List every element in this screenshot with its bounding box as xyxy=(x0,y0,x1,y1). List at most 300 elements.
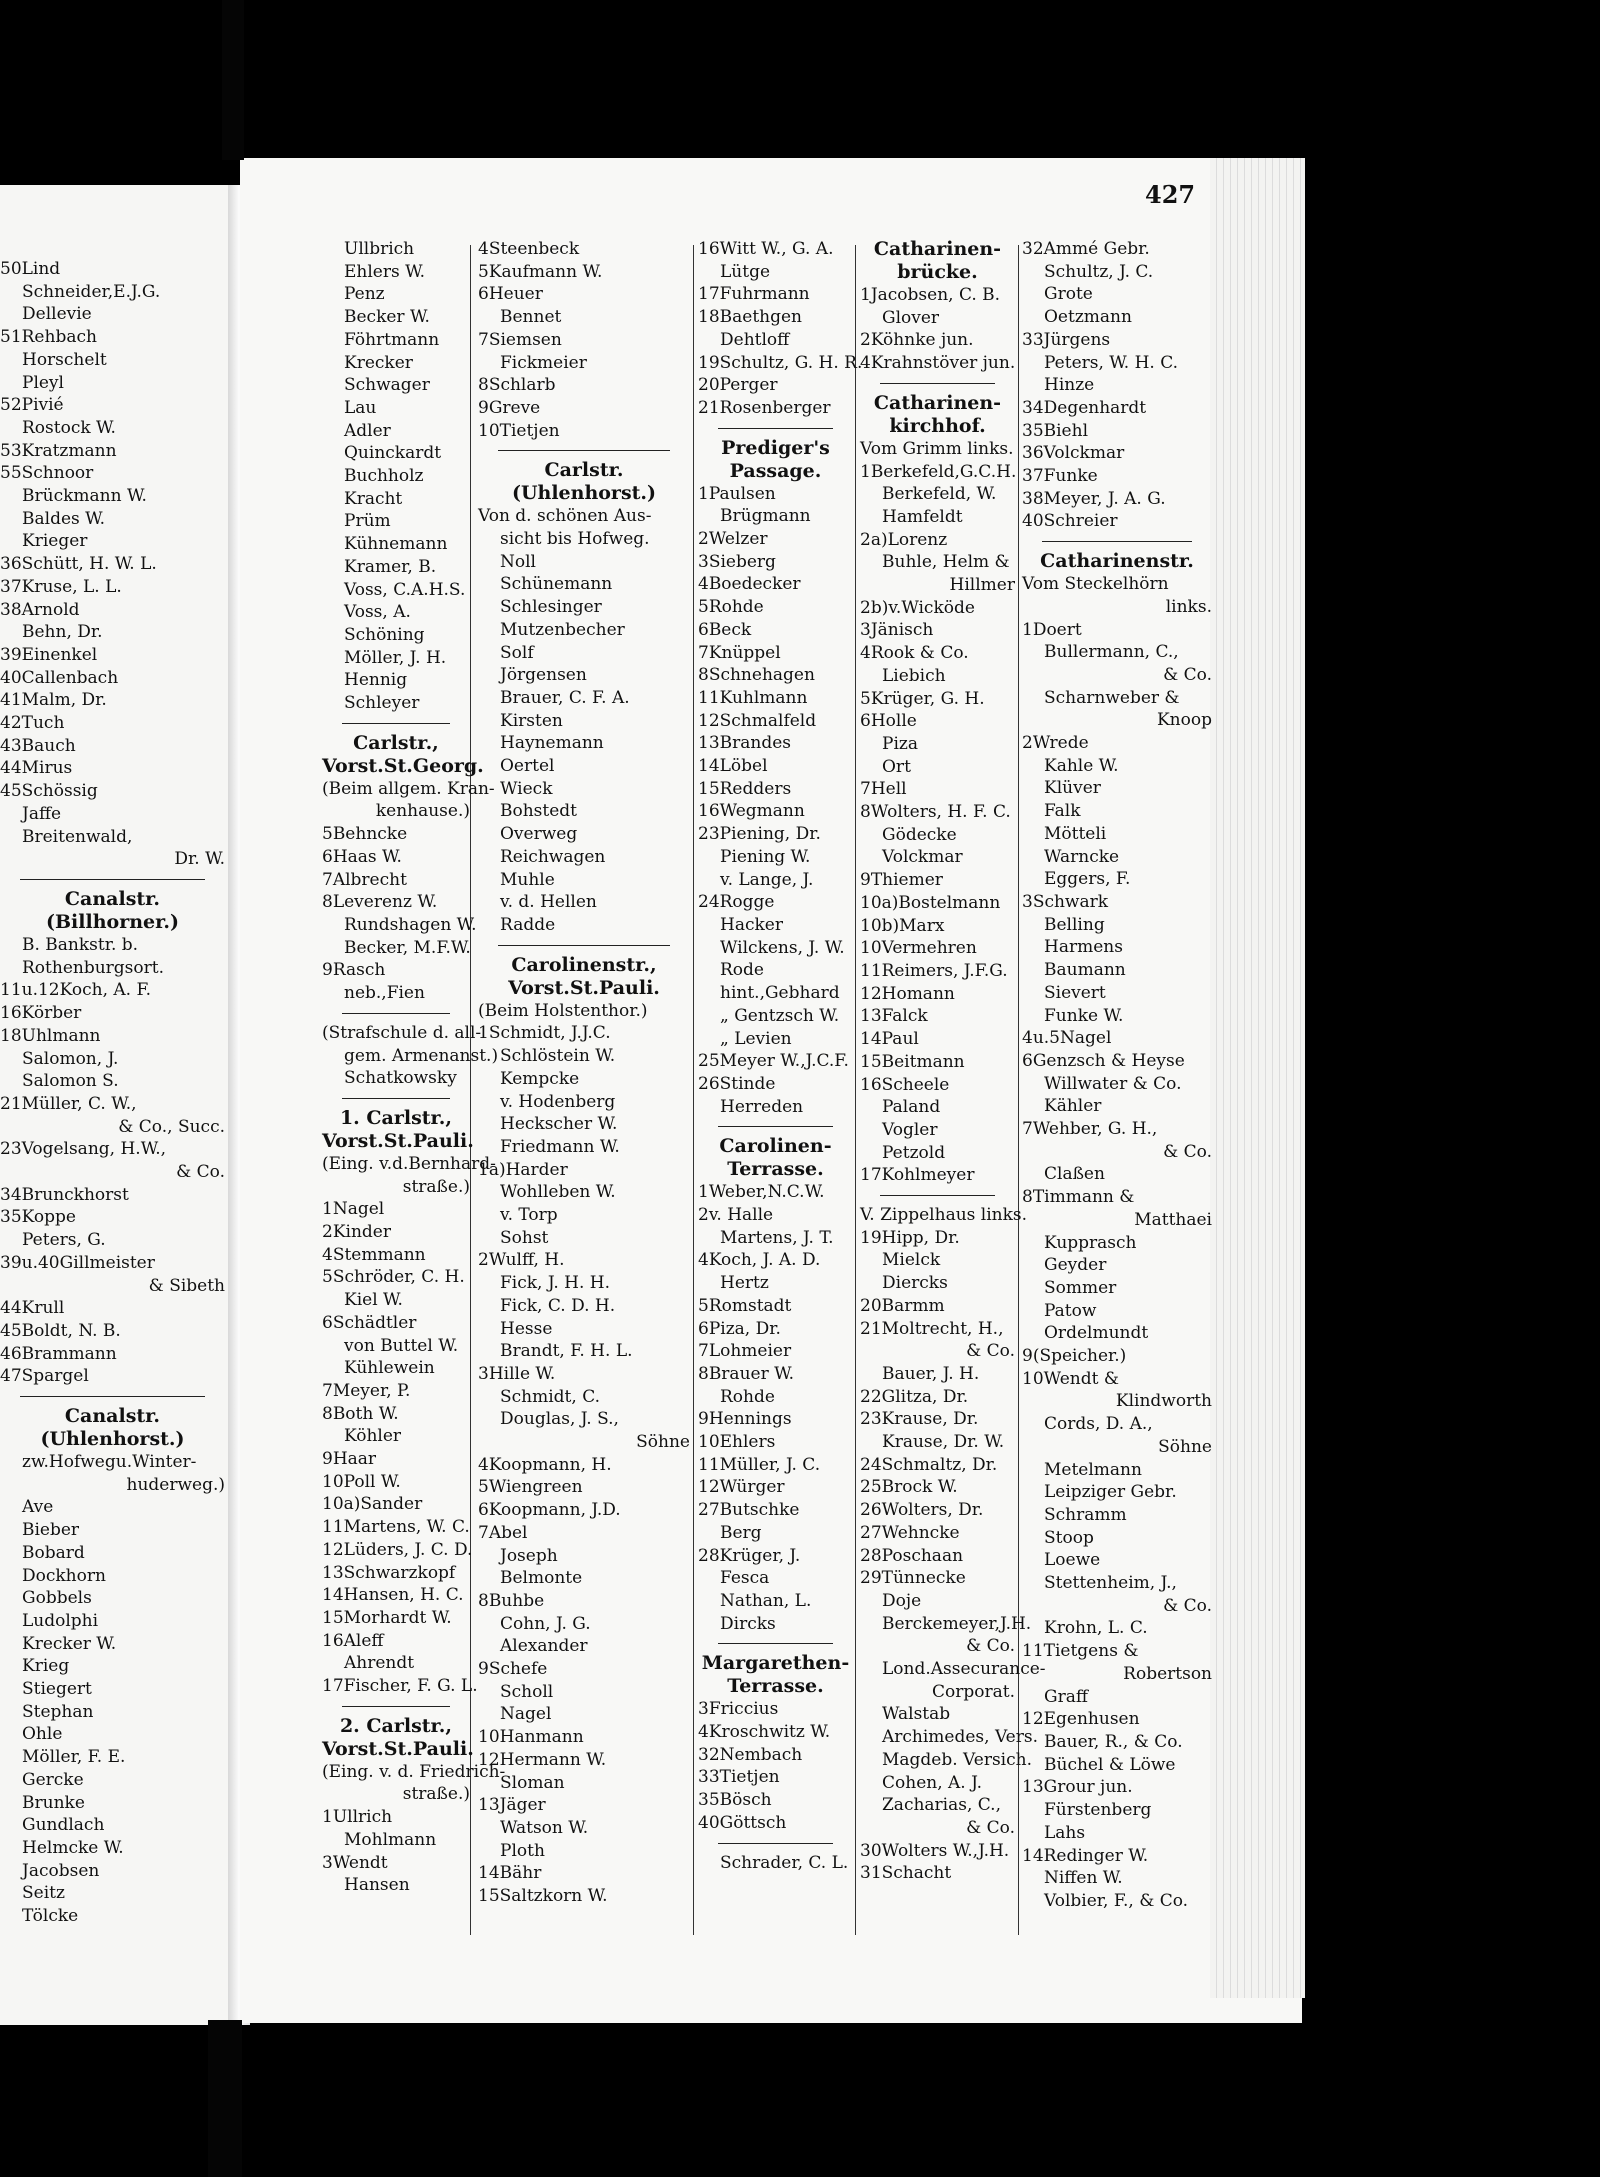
directory-entry: 46Brammann xyxy=(0,1343,117,1364)
directory-entry: v. Hodenberg xyxy=(500,1091,616,1112)
directory-entry: Becker, M.F.W. xyxy=(344,937,471,958)
directory-entry: 23Piening, Dr. xyxy=(698,824,821,845)
directory-entry: Patow xyxy=(1044,1300,1097,1321)
street-heading: (Billhorner.) xyxy=(46,910,179,933)
directory-entry: Bauer, R., & Co. xyxy=(1044,1732,1183,1752)
directory-entry: Bullermann, C., xyxy=(1044,642,1179,663)
directory-entry: Becker W. xyxy=(344,307,430,328)
directory-entry: 32Nembach xyxy=(698,1744,803,1765)
directory-entry: Hennig xyxy=(344,670,408,691)
directory-entry: Cohn, J. G. xyxy=(500,1613,591,1634)
street-heading: (Uhlenhorst.) xyxy=(40,1428,185,1451)
directory-entry: 10a)Sander xyxy=(322,1494,423,1515)
directory-entry: Salomon S. xyxy=(22,1071,119,1092)
directory-entry: von Buttel W. xyxy=(344,1335,459,1356)
directory-column-3 xyxy=(698,238,863,1874)
directory-entry: 11Müller, J. C. xyxy=(698,1454,821,1475)
directory-entry: 27Wehncke xyxy=(860,1522,960,1543)
directory-entry: Baumann xyxy=(1044,960,1126,981)
directory-entry: 6Beck xyxy=(698,619,752,640)
directory-entry: & Co. xyxy=(1163,1141,1212,1162)
directory-entry: 2b)v.Wicköde xyxy=(860,597,975,618)
street-heading: Vorst.St.Pauli. xyxy=(508,976,660,999)
directory-entry: Claßen xyxy=(1044,1164,1105,1185)
street-heading: kirchhof. xyxy=(889,414,986,437)
directory-entry: 16Witt W., G. A. xyxy=(698,239,834,259)
directory-entry: Herreden xyxy=(720,1096,804,1117)
directory-entry: 4Rook & Co. xyxy=(860,643,969,664)
directory-entry: 40Schreier xyxy=(1022,511,1118,532)
directory-entry: 42Tuch xyxy=(0,713,65,734)
directory-entry: Kiel W. xyxy=(344,1290,403,1311)
directory-entry: 8Buhbe xyxy=(478,1590,545,1611)
directory-entry: Eggers, F. xyxy=(1044,869,1131,890)
directory-entry: Seitz xyxy=(22,1883,65,1904)
directory-entry: 10Tietjen xyxy=(478,420,560,441)
directory-entry: Mohlmann xyxy=(344,1829,437,1850)
directory-entry: 6Heuer xyxy=(478,284,543,305)
directory-entry: Muhle xyxy=(500,869,555,890)
directory-entry: 11u.12Koch, A. F. xyxy=(0,980,152,1001)
directory-entry: 12Würger xyxy=(698,1477,785,1498)
directory-entry: Falk xyxy=(1044,801,1081,822)
directory-entry: Willwater & Co. xyxy=(1044,1073,1182,1094)
directory-entry: Haynemann xyxy=(500,733,604,754)
directory-entry: Bohstedt xyxy=(500,801,578,822)
directory-entry: Kirsten xyxy=(500,710,563,731)
directory-entry: Gundlach xyxy=(22,1815,105,1836)
directory-entry: Rohde xyxy=(720,1386,775,1407)
directory-entry: Salomon, J. xyxy=(22,1048,119,1069)
directory-entry: 23Vogelsang, H.W., xyxy=(0,1139,166,1160)
directory-entry: 11Tietgens & xyxy=(1022,1641,1139,1662)
section-divider xyxy=(718,428,833,429)
directory-entry: 38Meyer, J. A. G. xyxy=(1022,488,1166,509)
directory-entry: Metelmann xyxy=(1044,1459,1142,1480)
directory-entry: 9Haar xyxy=(322,1449,377,1470)
directory-entry: & Co. xyxy=(1163,1595,1212,1616)
directory-entry: Alexander xyxy=(500,1636,588,1657)
section-divider xyxy=(498,450,670,451)
directory-entry: 7Abel xyxy=(478,1522,528,1543)
directory-entry: Klüver xyxy=(1044,778,1101,799)
directory-entry: Pleyl xyxy=(22,372,64,393)
directory-entry: 2Köhnke jun. xyxy=(860,330,974,351)
directory-entry: Knoop xyxy=(1156,710,1212,731)
street-heading: Vorst.St.Pauli. xyxy=(322,1129,474,1152)
directory-entry: Bauer, J. H. xyxy=(882,1363,980,1384)
directory-entry: Sommer xyxy=(1044,1277,1117,1298)
directory-entry: 31Schacht xyxy=(860,1863,952,1884)
directory-entry: Sievert xyxy=(1044,982,1106,1003)
directory-entry: 6Koopmann, J.D. xyxy=(478,1500,621,1521)
directory-column-left xyxy=(0,258,225,1928)
directory-entry: Wohlleben W. xyxy=(500,1182,616,1203)
directory-entry: v. Torp xyxy=(500,1205,558,1226)
directory-entry: Corporat. xyxy=(932,1681,1015,1702)
directory-entry: 32Ammé Gebr. xyxy=(1022,239,1150,259)
directory-entry: Buhle, Helm & xyxy=(882,552,1010,573)
street-heading: Margarethen- xyxy=(701,1652,850,1675)
directory-entry: Joseph xyxy=(500,1545,558,1566)
directory-entry: 6Holle xyxy=(860,711,917,732)
directory-entry: Oetzmann xyxy=(1044,307,1132,328)
directory-entry: 13Falck xyxy=(860,1006,928,1027)
street-heading: (Uhlenhorst.) xyxy=(511,482,657,505)
directory-entry: Schmidt, C. xyxy=(500,1386,600,1407)
directory-entry: 12Homann xyxy=(860,983,955,1004)
directory-entry: 25Brock W. xyxy=(860,1477,958,1498)
directory-entry: Archimedes, Vers. xyxy=(882,1727,1038,1748)
street-heading: Carlstr. xyxy=(544,459,624,482)
directory-entry: 1a)Harder xyxy=(478,1159,568,1180)
directory-entry: Sohst xyxy=(500,1227,549,1248)
directory-entry: 15Morhardt W. xyxy=(322,1607,452,1628)
directory-entry: Reichwagen xyxy=(500,846,606,867)
directory-entry: straße.) xyxy=(402,1176,470,1197)
directory-entry: Schramm xyxy=(1044,1504,1127,1525)
directory-entry: Möller, J. H. xyxy=(344,647,447,668)
directory-entry: 36Schütt, H. W. L. xyxy=(0,554,157,575)
directory-entry: 4u.5Nagel xyxy=(1022,1028,1112,1049)
column-divider xyxy=(855,245,856,1935)
directory-entry: Walstab xyxy=(882,1704,951,1725)
directory-entry: 15Saltzkorn W. xyxy=(478,1886,608,1907)
directory-entry: Ordelmundt xyxy=(1044,1323,1149,1344)
directory-entry: 6Haas W. xyxy=(322,846,402,867)
directory-entry: Brauer, C. F. A. xyxy=(500,687,630,708)
directory-entry: 24Schmaltz, Dr. xyxy=(860,1454,998,1475)
section-divider xyxy=(342,1013,450,1014)
street-heading: Catharinen- xyxy=(873,391,1002,414)
directory-entry: Schultz, J. C. xyxy=(1044,261,1154,282)
directory-entry: Von d. schönen Aus- xyxy=(478,506,652,527)
directory-entry: 6Schädtler xyxy=(322,1312,417,1333)
directory-entry: Schünemann xyxy=(500,574,613,595)
directory-entry: 6Piza, Dr. xyxy=(698,1318,781,1339)
directory-entry: Ehlers W. xyxy=(344,261,426,282)
directory-entry: 1Paulsen xyxy=(698,483,776,504)
directory-entry: Schneider,E.J.G. xyxy=(22,281,161,302)
directory-entry: 50Lind xyxy=(0,259,61,279)
directory-entry: Vom Grimm links. xyxy=(860,438,1014,459)
directory-entry: 7Wehber, G. H., xyxy=(1022,1119,1158,1140)
directory-entry: Kühnemann xyxy=(344,534,448,555)
directory-entry: Nagel xyxy=(500,1704,552,1725)
street-heading: Vorst.St.Pauli. xyxy=(322,1737,474,1760)
directory-entry: 18Baethgen xyxy=(698,307,802,328)
directory-entry: 12Hermann W. xyxy=(478,1749,607,1770)
directory-entry: 20Perger xyxy=(698,375,778,396)
directory-entry: Lahs xyxy=(1044,1822,1086,1843)
directory-entry: 43Bauch xyxy=(0,735,76,756)
directory-entry: Kähler xyxy=(1044,1096,1102,1117)
directory-entry: & Co. xyxy=(966,1818,1015,1838)
directory-entry: zw.Hofwegu.Winter- xyxy=(22,1452,197,1473)
section-divider xyxy=(1042,541,1192,542)
directory-entry: Douglas, J. S., xyxy=(500,1409,619,1430)
street-heading: Terrasse. xyxy=(727,1675,824,1698)
section-divider xyxy=(342,723,450,724)
directory-entry: Brügmann xyxy=(720,506,811,527)
directory-entry: Radde xyxy=(500,914,556,935)
directory-entry: Köhler xyxy=(344,1426,402,1447)
directory-entry: Kramer, B. xyxy=(344,556,437,577)
directory-entry: 2Welzer xyxy=(698,529,768,550)
directory-entry: Voss, C.A.H.S. xyxy=(344,579,466,600)
directory-entry: Stiegert xyxy=(22,1679,92,1700)
directory-entry: 10Poll W. xyxy=(322,1471,401,1492)
section-divider xyxy=(342,1706,450,1707)
directory-entry: Dehtloff xyxy=(720,329,790,350)
directory-entry: 4Steenbeck xyxy=(478,239,580,259)
directory-entry: Mutzenbecher xyxy=(500,619,625,640)
directory-entry: 10Hanmann xyxy=(478,1727,584,1748)
directory-entry: (Beim Holstenthor.) xyxy=(478,1000,648,1021)
directory-entry: Lond.Assecurance- xyxy=(882,1659,1046,1680)
directory-entry: 17Fuhrmann xyxy=(698,284,810,305)
directory-entry: 15Beitmann xyxy=(860,1051,965,1072)
directory-entry: 5Rohde xyxy=(698,597,764,618)
directory-entry: Bobard xyxy=(22,1542,85,1563)
directory-entry: 17Kohlmeyer xyxy=(860,1165,975,1186)
directory-entry: Fickmeier xyxy=(500,352,587,373)
directory-entry: Kühlewein xyxy=(344,1358,435,1379)
directory-entry: Fesca xyxy=(720,1568,770,1589)
directory-entry: Jörgensen xyxy=(500,665,587,686)
section-divider xyxy=(498,945,670,946)
directory-entry: Kupprasch xyxy=(1044,1232,1137,1253)
directory-entry: 8Schnehagen xyxy=(698,665,815,686)
directory-entry: Piza xyxy=(882,733,918,754)
directory-entry: Möller, F. E. xyxy=(22,1747,126,1768)
binding-tab-bottom xyxy=(208,2020,242,2177)
directory-entry: 28Krüger, J. xyxy=(698,1545,801,1566)
directory-entry: Berg xyxy=(720,1522,762,1543)
street-heading: brücke. xyxy=(897,261,978,283)
directory-entry: & Sibeth xyxy=(148,1275,225,1296)
directory-entry: 1Ullrich xyxy=(322,1807,393,1828)
directory-entry: 35Koppe xyxy=(0,1207,76,1228)
directory-entry: Horschelt xyxy=(22,349,107,370)
directory-entry: 10Wendt & xyxy=(1022,1368,1119,1389)
directory-entry: Mielck xyxy=(882,1250,941,1271)
directory-entry: 4Stemmann xyxy=(322,1244,426,1265)
directory-entry: Dr. W. xyxy=(174,849,225,870)
directory-entry: gem. Armenanst.) xyxy=(344,1045,499,1066)
directory-entry: Krohn, L. C. xyxy=(1044,1618,1148,1639)
directory-entry: 53Kratzmann xyxy=(0,440,117,461)
directory-entry: 13Brandes xyxy=(698,733,792,754)
directory-entry: 37Funke xyxy=(1022,466,1098,487)
directory-entry: (Eing. v. d. Friedrich- xyxy=(322,1761,506,1782)
directory-entry: 28Poschaan xyxy=(860,1545,964,1566)
street-heading: Passage. xyxy=(729,459,822,482)
directory-entry: (Eing. v.d.Bernhard- xyxy=(322,1153,496,1174)
directory-entry: 4Krahnstöver jun. xyxy=(860,353,1016,374)
directory-entry: 44Mirus xyxy=(0,758,73,779)
directory-entry: & Co. xyxy=(966,1636,1015,1657)
directory-entry: sicht bis Hofweg. xyxy=(500,529,650,550)
directory-entry: Bieber xyxy=(22,1520,80,1541)
directory-entry: 8Brauer W. xyxy=(698,1363,795,1384)
directory-entry: 10Ehlers xyxy=(698,1432,776,1453)
directory-entry: 5Wiengreen xyxy=(478,1477,583,1498)
directory-entry: Loewe xyxy=(1044,1550,1101,1571)
directory-entry: 40Göttsch xyxy=(698,1812,787,1833)
directory-entry: & Co., Succ. xyxy=(118,1116,225,1137)
directory-entry: Grote xyxy=(1044,284,1093,305)
directory-entry: 27Butschke xyxy=(698,1500,800,1521)
directory-entry: Krecker xyxy=(344,352,413,373)
directory-entry: Jaffe xyxy=(22,803,62,824)
directory-entry: 10Vermehren xyxy=(860,938,977,959)
directory-entry: 7Knüppel xyxy=(698,642,781,663)
directory-entry: 13Jäger xyxy=(478,1795,546,1816)
directory-entry: Friedmann W. xyxy=(500,1136,620,1157)
directory-entry: 8Both W. xyxy=(322,1403,399,1424)
directory-entry: 39Einenkel xyxy=(0,644,98,665)
directory-entry: Föhrtmann xyxy=(344,329,440,350)
directory-entry: Nathan, L. xyxy=(720,1590,812,1611)
directory-entry: Solf xyxy=(500,642,534,663)
street-heading: Vorst.St.Georg. xyxy=(322,754,484,777)
directory-entry: Berckemeyer,J.H. xyxy=(882,1613,1032,1634)
directory-entry: Funke W. xyxy=(1044,1005,1124,1026)
directory-entry: 35Biehl xyxy=(1022,420,1089,441)
directory-entry: 9Thiemer xyxy=(860,870,943,891)
directory-entry: 7Siemsen xyxy=(478,329,562,350)
directory-entry: 55Schnoor xyxy=(0,463,94,484)
street-heading: Carolinen- xyxy=(719,1135,832,1158)
directory-entry: & Co. xyxy=(1163,664,1212,685)
directory-entry: Dockhorn xyxy=(22,1565,106,1586)
directory-entry: 2a)Lorenz xyxy=(860,529,948,550)
directory-entry: 33Jürgens xyxy=(1022,329,1111,350)
section-divider xyxy=(880,383,995,384)
directory-entry: „ Levien xyxy=(720,1028,792,1049)
street-heading: Canalstr. xyxy=(64,887,161,910)
directory-entry: huderweg.) xyxy=(126,1474,225,1495)
directory-entry: links. xyxy=(1165,596,1212,617)
directory-entry: Dellevie xyxy=(22,304,92,325)
directory-entry: 52Pivié xyxy=(0,395,64,416)
column-divider xyxy=(693,245,694,1935)
directory-entry: Volckmar xyxy=(882,847,963,868)
directory-entry: Ort xyxy=(882,756,911,777)
directory-entry: 14Redinger W. xyxy=(1022,1845,1149,1866)
directory-entry: Niffen W. xyxy=(1044,1868,1123,1889)
directory-entry: 16Körber xyxy=(0,1003,82,1024)
directory-entry: 16Scheele xyxy=(860,1074,950,1095)
directory-entry: Adler xyxy=(344,420,391,441)
directory-entry: 1Schmidt, J.J.C. xyxy=(478,1023,611,1044)
directory-entry: Ludolphi xyxy=(22,1610,99,1631)
directory-entry: Schrader, C. L. xyxy=(720,1852,849,1873)
directory-entry: 7Hell xyxy=(860,779,907,800)
directory-entry: 21Moltrecht, H., xyxy=(860,1318,1004,1339)
section-divider xyxy=(342,1098,450,1099)
directory-entry: Schleyer xyxy=(344,693,420,714)
directory-entry: & Co. xyxy=(966,1341,1015,1362)
directory-entry: (Strafschule d. all- xyxy=(322,1022,482,1043)
directory-entry: 1Weber,N.C.W. xyxy=(698,1182,825,1203)
directory-entry: Glover xyxy=(882,307,940,328)
directory-entry: Martens, J. T. xyxy=(720,1227,834,1248)
directory-entry: Penz xyxy=(344,284,385,305)
directory-entry: 47Spargel xyxy=(0,1366,89,1387)
directory-entry: Lau xyxy=(344,397,377,418)
directory-entry: 4Kroschwitz W. xyxy=(698,1722,831,1743)
directory-entry: Klindworth xyxy=(1115,1391,1212,1412)
directory-entry: Lütge xyxy=(720,261,771,282)
directory-entry: Schöning xyxy=(344,624,425,645)
directory-entry: Quinckardt xyxy=(344,443,442,464)
directory-entry: Breitenwald, xyxy=(22,826,133,847)
directory-entry: 4Koch, J. A. D. xyxy=(698,1250,821,1271)
directory-entry: 20Barmm xyxy=(860,1295,945,1316)
directory-entry: 3Wendt xyxy=(322,1852,388,1873)
directory-entry: 44Krull xyxy=(0,1298,65,1319)
directory-entry: Brandt, F. H. L. xyxy=(500,1341,633,1362)
directory-entry: Fick, J. H. H. xyxy=(500,1273,611,1294)
street-heading: 2. Carlstr., xyxy=(339,1714,453,1737)
directory-entry: Rundshagen W. xyxy=(344,914,477,935)
directory-entry: Volbier, F., & Co. xyxy=(1044,1890,1189,1911)
directory-entry: Watson W. xyxy=(500,1818,589,1838)
directory-entry: 17Fischer, F. G. L. xyxy=(322,1676,478,1697)
directory-entry: 25Meyer W.,J.C.F. xyxy=(698,1051,849,1072)
directory-entry: Helmcke W. xyxy=(22,1838,124,1858)
directory-entry: Harmens xyxy=(1044,937,1123,958)
page-number: 427 xyxy=(1145,180,1196,209)
directory-column-4 xyxy=(860,238,1046,1885)
directory-entry: 1Nagel xyxy=(322,1199,385,1220)
directory-entry: Liebich xyxy=(882,665,946,686)
directory-entry: 37Kruse, L. L. xyxy=(0,576,122,597)
directory-entry: Peters, G. xyxy=(22,1230,106,1251)
directory-entry: Hesse xyxy=(500,1318,553,1339)
directory-entry: Brückmann W. xyxy=(22,486,147,507)
directory-entry: 14Paul xyxy=(860,1029,919,1050)
directory-entry: Sloman xyxy=(500,1772,565,1793)
directory-entry: Kempcke xyxy=(500,1068,580,1089)
directory-entry: Ahrendt xyxy=(344,1653,415,1674)
directory-entry: 9Greve xyxy=(478,397,541,418)
directory-entry: Berkefeld, W. xyxy=(882,484,997,505)
directory-entry: Gobbels xyxy=(22,1588,92,1609)
directory-entry: 34Brunckhorst xyxy=(0,1184,129,1205)
street-heading: Prediger's xyxy=(721,436,830,459)
directory-entry: 26Wolters, Dr. xyxy=(860,1500,984,1521)
directory-entry: 5Romstadt xyxy=(698,1295,792,1316)
directory-entry: Cords, D. A., xyxy=(1044,1414,1153,1435)
directory-entry: Hamfeldt xyxy=(882,506,963,527)
directory-entry: Buchholz xyxy=(344,466,424,487)
directory-entry: Krieger xyxy=(22,531,88,552)
directory-entry: 19Hipp, Dr. xyxy=(860,1227,960,1248)
directory-entry: Rode xyxy=(720,960,764,981)
directory-entry: Graff xyxy=(1044,1686,1088,1707)
directory-entry: Fick, C. D. H. xyxy=(500,1295,616,1316)
directory-entry: Gödecke xyxy=(882,824,957,845)
directory-entry: Bennet xyxy=(500,307,562,328)
directory-entry: Leipziger Gebr. xyxy=(1044,1482,1177,1503)
directory-entry: Magdeb. Versich. xyxy=(882,1749,1032,1770)
directory-entry: (Beim allgem. Kran- xyxy=(322,778,495,799)
directory-entry: Schlöstein W. xyxy=(500,1046,616,1067)
directory-entry: 34Degenhardt xyxy=(1022,397,1147,418)
